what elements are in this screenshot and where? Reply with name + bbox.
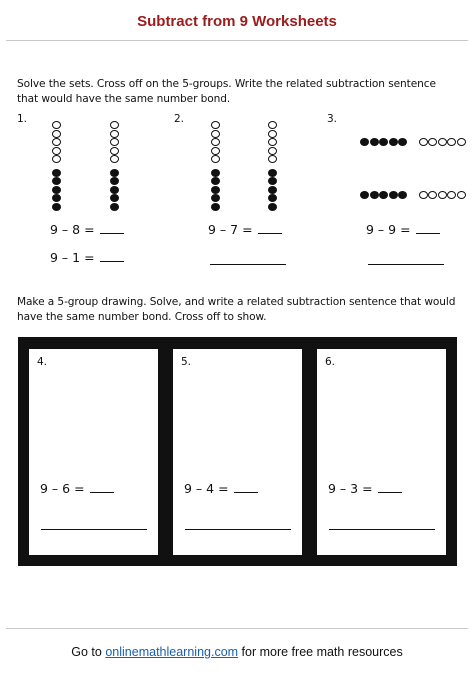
drawing-panel-band bbox=[18, 337, 457, 566]
filled-counter-icon bbox=[110, 194, 119, 202]
filled-counter-icon bbox=[211, 194, 220, 202]
empty-counter-icon bbox=[211, 121, 220, 129]
empty-counter-icon bbox=[428, 138, 437, 146]
filled-counter-icon bbox=[110, 177, 119, 185]
filled-counter-icon bbox=[211, 169, 220, 177]
empty-counter-icon bbox=[211, 130, 220, 138]
section1-instruction: Solve the sets. Cross off on the 5-groups. Write the related subtraction sentence that would have the same number bond. bbox=[17, 78, 436, 105]
empty-counter-icon bbox=[52, 147, 61, 155]
answer-blank[interactable] bbox=[234, 482, 258, 493]
filled-counter-icon bbox=[370, 191, 379, 199]
filled-counter-icon bbox=[379, 138, 388, 146]
filled-counter-icon bbox=[389, 191, 398, 199]
empty-counter-icon bbox=[268, 155, 277, 163]
answer-blank[interactable] bbox=[100, 251, 124, 262]
filled-counter-icon bbox=[110, 186, 119, 194]
empty-counter-icon bbox=[110, 138, 119, 146]
empty-counter-icon bbox=[52, 155, 61, 163]
problem-6-eq-text: 9 – 3 = bbox=[328, 481, 373, 496]
problem-6-equation bbox=[328, 481, 402, 496]
problem-2-sentence-line[interactable] bbox=[210, 264, 286, 265]
empty-counter-icon bbox=[268, 138, 277, 146]
problem-6-sentence-line[interactable] bbox=[329, 529, 435, 530]
filled-counter-icon bbox=[110, 203, 119, 211]
problem-5-equation bbox=[184, 481, 258, 496]
footer-suffix: for more free math resources bbox=[241, 645, 403, 659]
problem-1-equation-2 bbox=[50, 250, 124, 265]
problem-4-equation bbox=[40, 481, 114, 496]
answer-blank[interactable] bbox=[258, 223, 282, 234]
filled-counter-icon bbox=[379, 191, 388, 199]
problem-6-number: 6. bbox=[325, 356, 336, 368]
problem-2-eq1-text: 9 – 7 = bbox=[208, 222, 253, 237]
empty-counter-icon bbox=[211, 138, 220, 146]
problem-3-equation-1 bbox=[366, 222, 440, 237]
problem-4-eq-text: 9 – 6 = bbox=[40, 481, 85, 496]
problem-5-eq-text: 9 – 4 = bbox=[184, 481, 229, 496]
empty-counter-icon bbox=[52, 121, 61, 129]
empty-counter-icon bbox=[268, 130, 277, 138]
filled-counter-icon bbox=[268, 169, 277, 177]
problem-5-sentence-line[interactable] bbox=[185, 529, 291, 530]
empty-counter-icon bbox=[447, 191, 456, 199]
empty-counter-icon bbox=[428, 191, 437, 199]
filled-counter-icon bbox=[360, 138, 369, 146]
filled-counter-icon bbox=[389, 138, 398, 146]
problem-3-sentence-line[interactable] bbox=[368, 264, 444, 265]
filled-counter-icon bbox=[370, 138, 379, 146]
footer bbox=[0, 645, 474, 659]
empty-counter-icon bbox=[110, 121, 119, 129]
empty-counter-icon bbox=[268, 147, 277, 155]
empty-counter-icon bbox=[211, 155, 220, 163]
empty-counter-icon bbox=[447, 138, 456, 146]
filled-counter-icon bbox=[110, 169, 119, 177]
empty-counter-icon bbox=[52, 130, 61, 138]
filled-counter-icon bbox=[52, 203, 61, 211]
filled-counter-icon bbox=[398, 191, 407, 199]
empty-counter-icon bbox=[457, 191, 466, 199]
problem-5-number: 5. bbox=[181, 356, 192, 368]
empty-counter-icon bbox=[52, 138, 61, 146]
problem-2-number: 2. bbox=[174, 113, 185, 125]
problem-1-eq2-text: 9 – 1 = bbox=[50, 250, 95, 265]
empty-counter-icon bbox=[110, 147, 119, 155]
empty-counter-icon bbox=[110, 155, 119, 163]
empty-counter-icon bbox=[438, 138, 447, 146]
filled-counter-icon bbox=[360, 191, 369, 199]
problem-3-number: 3. bbox=[327, 113, 338, 125]
filled-counter-icon bbox=[211, 203, 220, 211]
problem-4-sentence-line[interactable] bbox=[41, 529, 147, 530]
problem-1-equation-1 bbox=[50, 222, 124, 237]
drawing-box-4[interactable] bbox=[29, 349, 158, 555]
filled-counter-icon bbox=[52, 169, 61, 177]
empty-counter-icon bbox=[457, 138, 466, 146]
answer-blank[interactable] bbox=[416, 223, 440, 234]
section2-instruction: Make a 5-group drawing. Solve, and write a related subtraction sentence that would have the same number bond. Cross off to show. bbox=[17, 296, 456, 323]
drawing-box-6[interactable] bbox=[317, 349, 446, 555]
empty-counter-icon bbox=[211, 147, 220, 155]
worksheet-title: Subtract from 9 Worksheets bbox=[137, 13, 337, 30]
answer-blank[interactable] bbox=[90, 482, 114, 493]
problem-4-number: 4. bbox=[37, 356, 48, 368]
filled-counter-icon bbox=[268, 203, 277, 211]
filled-counter-icon bbox=[52, 194, 61, 202]
footer-prefix: Go to bbox=[71, 645, 102, 659]
answer-blank[interactable] bbox=[378, 482, 402, 493]
filled-counter-icon bbox=[398, 138, 407, 146]
empty-counter-icon bbox=[419, 138, 428, 146]
drawing-box-5[interactable] bbox=[173, 349, 302, 555]
problem-2-equation-1 bbox=[208, 222, 282, 237]
filled-counter-icon bbox=[52, 186, 61, 194]
footer-link[interactable]: onlinemathlearning.com bbox=[105, 645, 239, 659]
footer-divider bbox=[6, 628, 468, 629]
filled-counter-icon bbox=[52, 177, 61, 185]
empty-counter-icon bbox=[110, 130, 119, 138]
problem-3-eq1-text: 9 – 9 = bbox=[366, 222, 411, 237]
filled-counter-icon bbox=[211, 177, 220, 185]
empty-counter-icon bbox=[438, 191, 447, 199]
problem-1-number: 1. bbox=[17, 113, 28, 125]
filled-counter-icon bbox=[268, 177, 277, 185]
empty-counter-icon bbox=[419, 191, 428, 199]
empty-counter-icon bbox=[268, 121, 277, 129]
answer-blank[interactable] bbox=[100, 223, 124, 234]
problem-1-eq1-text: 9 – 8 = bbox=[50, 222, 95, 237]
filled-counter-icon bbox=[211, 186, 220, 194]
title-divider bbox=[6, 40, 468, 41]
filled-counter-icon bbox=[268, 186, 277, 194]
filled-counter-icon bbox=[268, 194, 277, 202]
